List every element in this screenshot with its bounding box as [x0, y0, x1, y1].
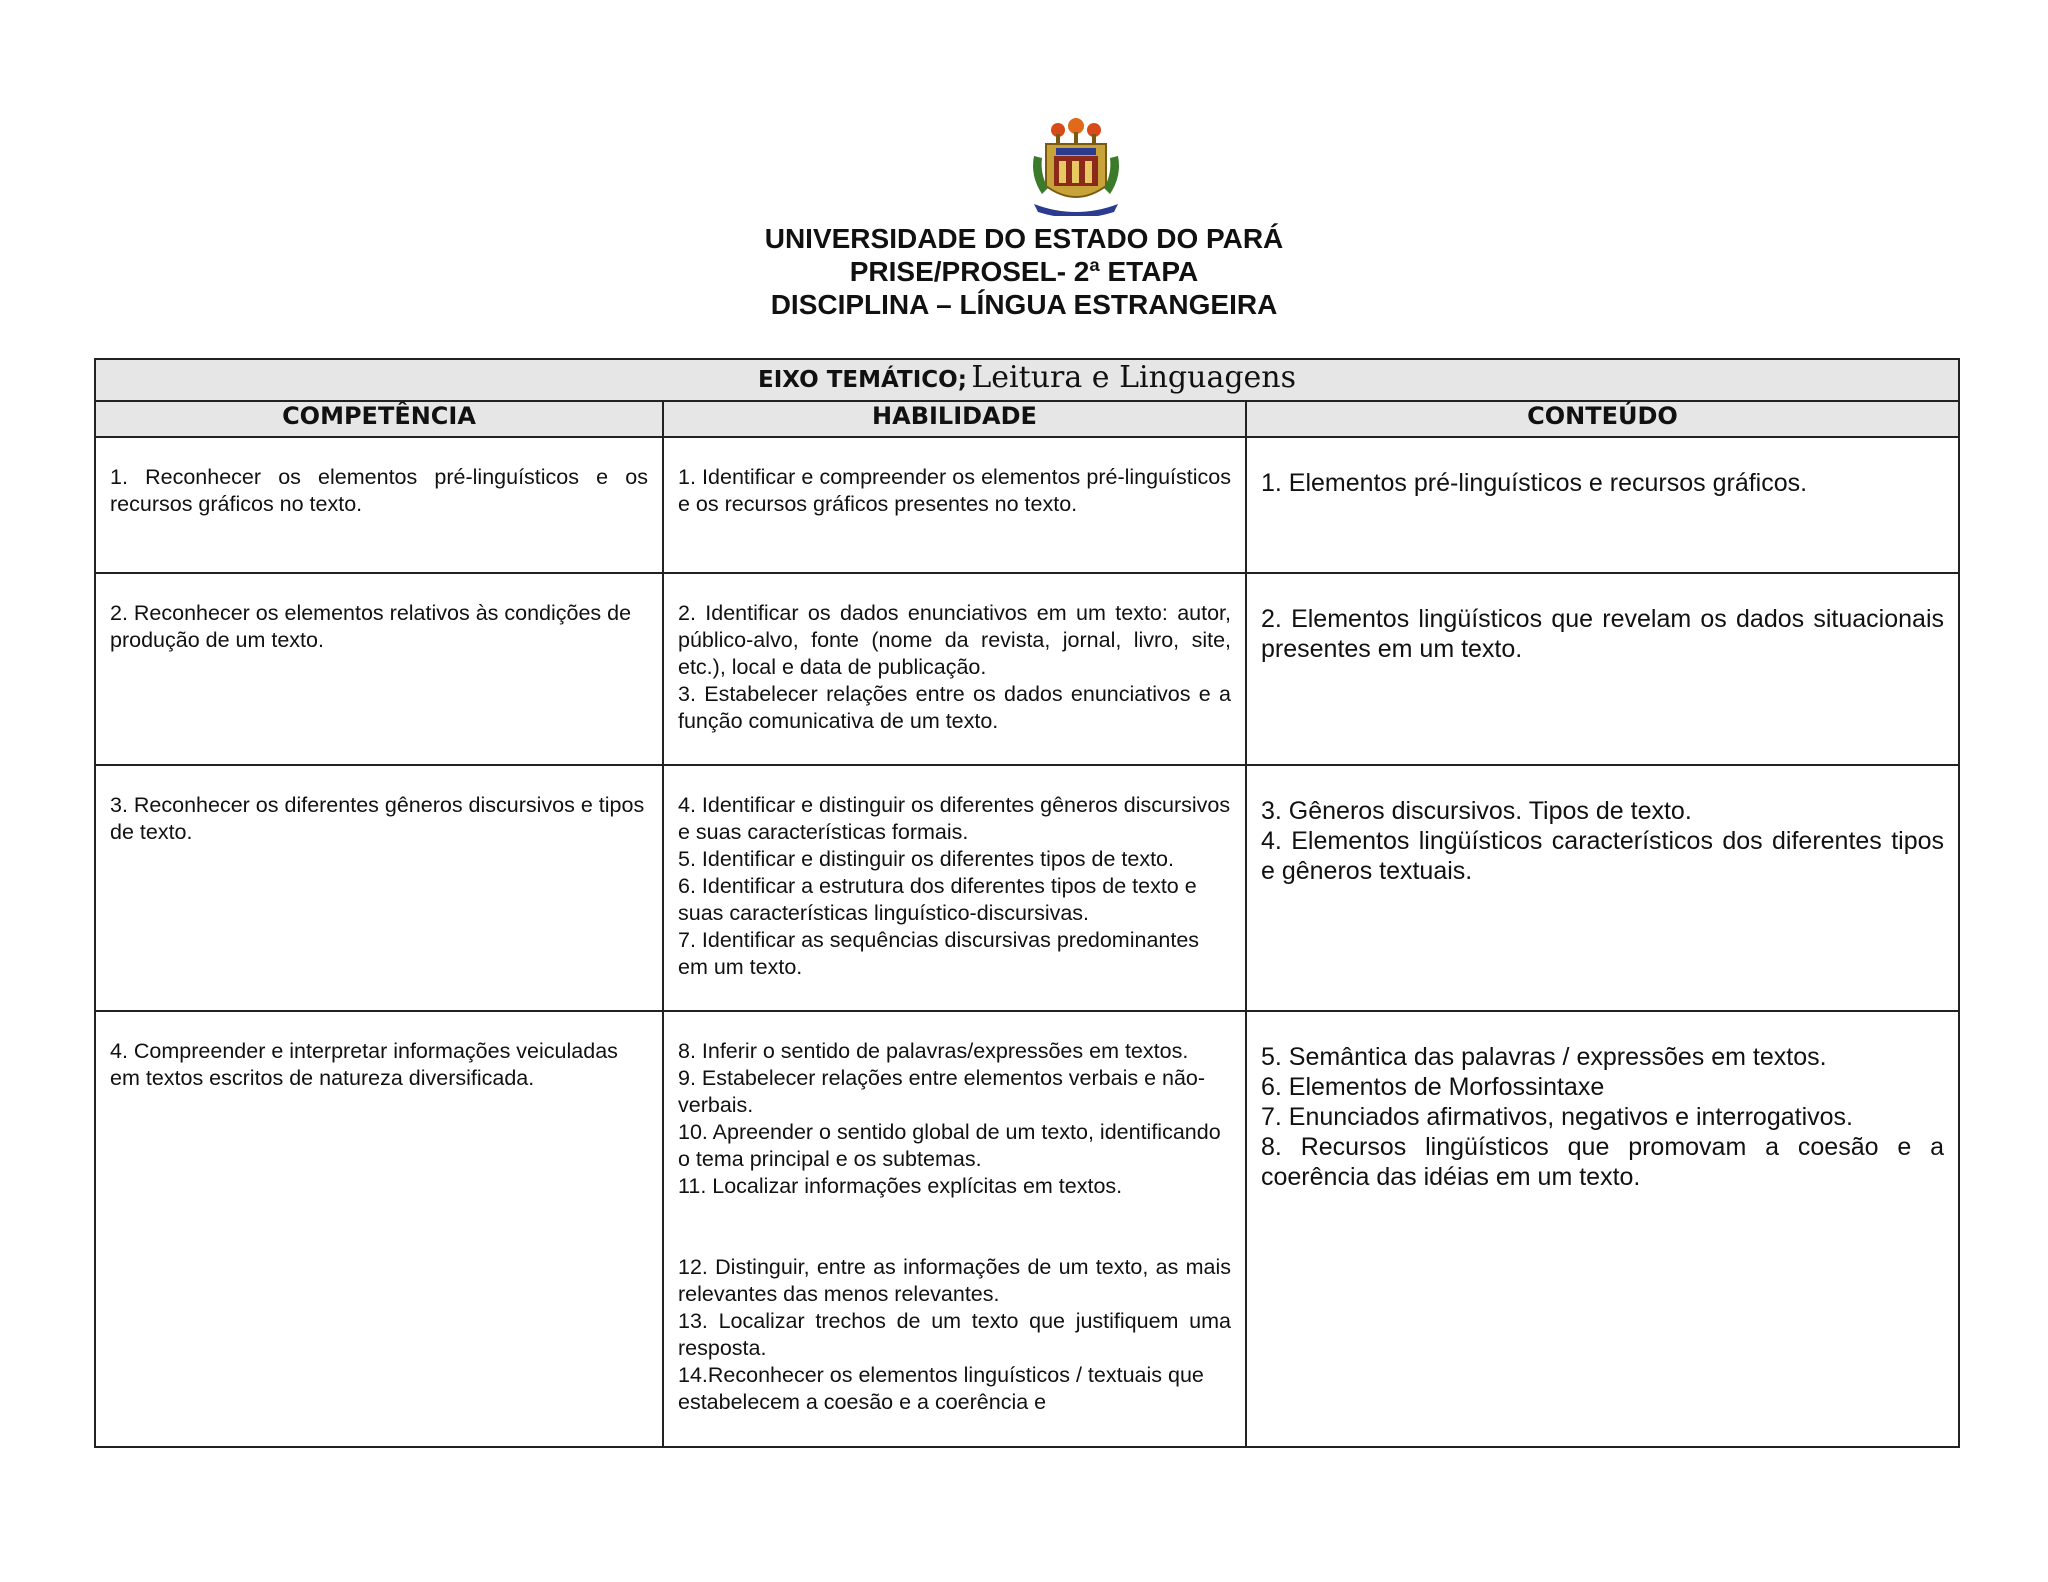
competencia-cell	[95, 437, 663, 573]
conteudo-cell	[1246, 437, 1959, 573]
table-row	[95, 1011, 1959, 1447]
habilidade-item: 2. Identificar os dados enunciativos em um texto: autor, público-alvo, fonte (nome da revista, jornal, livro, site, etc.), local e data de publicação.	[678, 601, 1231, 679]
habilidade-item: 14.Reconhecer os elementos linguísticos / textuais que estabelecem a coesão e a coerência e	[678, 1363, 1204, 1414]
column-header-habilidade: HABILIDADE	[663, 401, 1246, 437]
competencia-cell	[95, 765, 663, 1011]
habilidade-item: 7. Identificar as sequências discursivas predominantes em um texto.	[678, 928, 1200, 979]
conteudo-item: 5. Semântica das palavras / expressões em textos.	[1261, 1043, 1827, 1071]
conteudo-item: 3. Gêneros discursivos. Tipos de texto.	[1261, 797, 1692, 825]
habilidade-item: 9. Estabelecer relações entre elementos verbais e não-verbais.	[678, 1066, 1206, 1117]
column-header-row	[95, 401, 1959, 437]
habilidade-cell	[663, 765, 1246, 1011]
competencia-text: 2. Reconhecer os elementos relativos às condições de produção de um texto.	[110, 601, 632, 652]
habilidade-cell	[663, 1011, 1246, 1447]
university-crest-icon	[1026, 116, 1126, 216]
theme-value: Leitura e Linguagens	[971, 360, 1296, 395]
habilidade-cell	[663, 573, 1246, 765]
conteudo-item: 6. Elementos de Morfossintaxe	[1261, 1073, 1605, 1101]
habilidade-item: 8. Inferir o sentido de palavras/expressões em textos.	[678, 1039, 1189, 1063]
conteudo-item: 8. Recursos lingüísticos que promovam a coesão e a coerência das idéias em um texto.	[1261, 1133, 1944, 1191]
discipline-title: DISCIPLINA – LÍNGUA ESTRANGEIRA	[770, 289, 1278, 320]
habilidade-cell	[663, 437, 1246, 573]
table-row	[95, 437, 1959, 573]
habilidade-item: 13. Localizar trechos de um texto que justifiquem uma resposta.	[678, 1309, 1231, 1360]
table-row	[95, 573, 1959, 765]
theme-header	[95, 359, 1959, 401]
column-header-competencia: COMPETÊNCIA	[95, 401, 663, 437]
competencia-text: 3. Reconhecer os diferentes gêneros discursivos e tipos de texto.	[110, 793, 645, 844]
document-header	[0, 222, 2048, 321]
program-title: PRISE/PROSEL- 2ª ETAPA	[849, 256, 1199, 287]
habilidade-item: 11. Localizar informações explícitas em textos.	[678, 1174, 1123, 1198]
conteudo-item: 1. Elementos pré-linguísticos e recursos gráficos.	[1261, 469, 1808, 497]
column-header-conteudo: CONTEÚDO	[1246, 401, 1959, 437]
table-row	[95, 765, 1959, 1011]
habilidade-item: 10. Apreender o sentido global de um texto, identificando o tema principal e os subtemas.	[678, 1120, 1221, 1171]
habilidade-item: 6. Identificar a estrutura dos diferentes tipos de texto e suas características linguístico-discursivas.	[678, 874, 1197, 925]
habilidade-item: 1. Identificar e compreender os elementos pré-linguísticos e os recursos gráficos presentes no texto.	[678, 465, 1231, 516]
habilidade-item: 4. Identificar e distinguir os diferentes gêneros discursivos e suas características formais.	[678, 793, 1231, 844]
habilidade-item: 5. Identificar e distinguir os diferentes tipos de texto.	[678, 847, 1174, 871]
conteudo-item: 2. Elementos lingüísticos que revelam os dados situacionais presentes em um texto.	[1261, 605, 1944, 663]
conteudo-cell	[1246, 573, 1959, 765]
conteudo-item: 4. Elementos lingüísticos característicos dos diferentes tipos e gêneros textuais.	[1261, 827, 1944, 885]
conteudo-item: 7. Enunciados afirmativos, negativos e interrogativos.	[1261, 1103, 1853, 1131]
theme-row	[95, 359, 1959, 401]
conteudo-cell	[1246, 765, 1959, 1011]
competencia-text: 1. Reconhecer os elementos pré-linguísticos e os recursos gráficos no texto.	[110, 465, 648, 516]
theme-label: EIXO TEMÁTICO;	[758, 367, 967, 393]
university-title: UNIVERSIDADE DO ESTADO DO PARÁ	[764, 223, 1284, 254]
competencia-cell	[95, 573, 663, 765]
competencia-text: 4. Compreender e interpretar informações veiculadas em textos escritos de natureza diversificada.	[110, 1039, 618, 1090]
competencia-cell	[95, 1011, 663, 1447]
curriculum-table	[94, 358, 1960, 1448]
habilidade-item: 3. Estabelecer relações entre os dados enunciativos e a função comunicativa de um texto.	[678, 682, 1231, 733]
habilidade-item: 12. Distinguir, entre as informações de um texto, as mais relevantes das menos relevantes.	[678, 1255, 1231, 1306]
conteudo-cell	[1246, 1011, 1959, 1447]
